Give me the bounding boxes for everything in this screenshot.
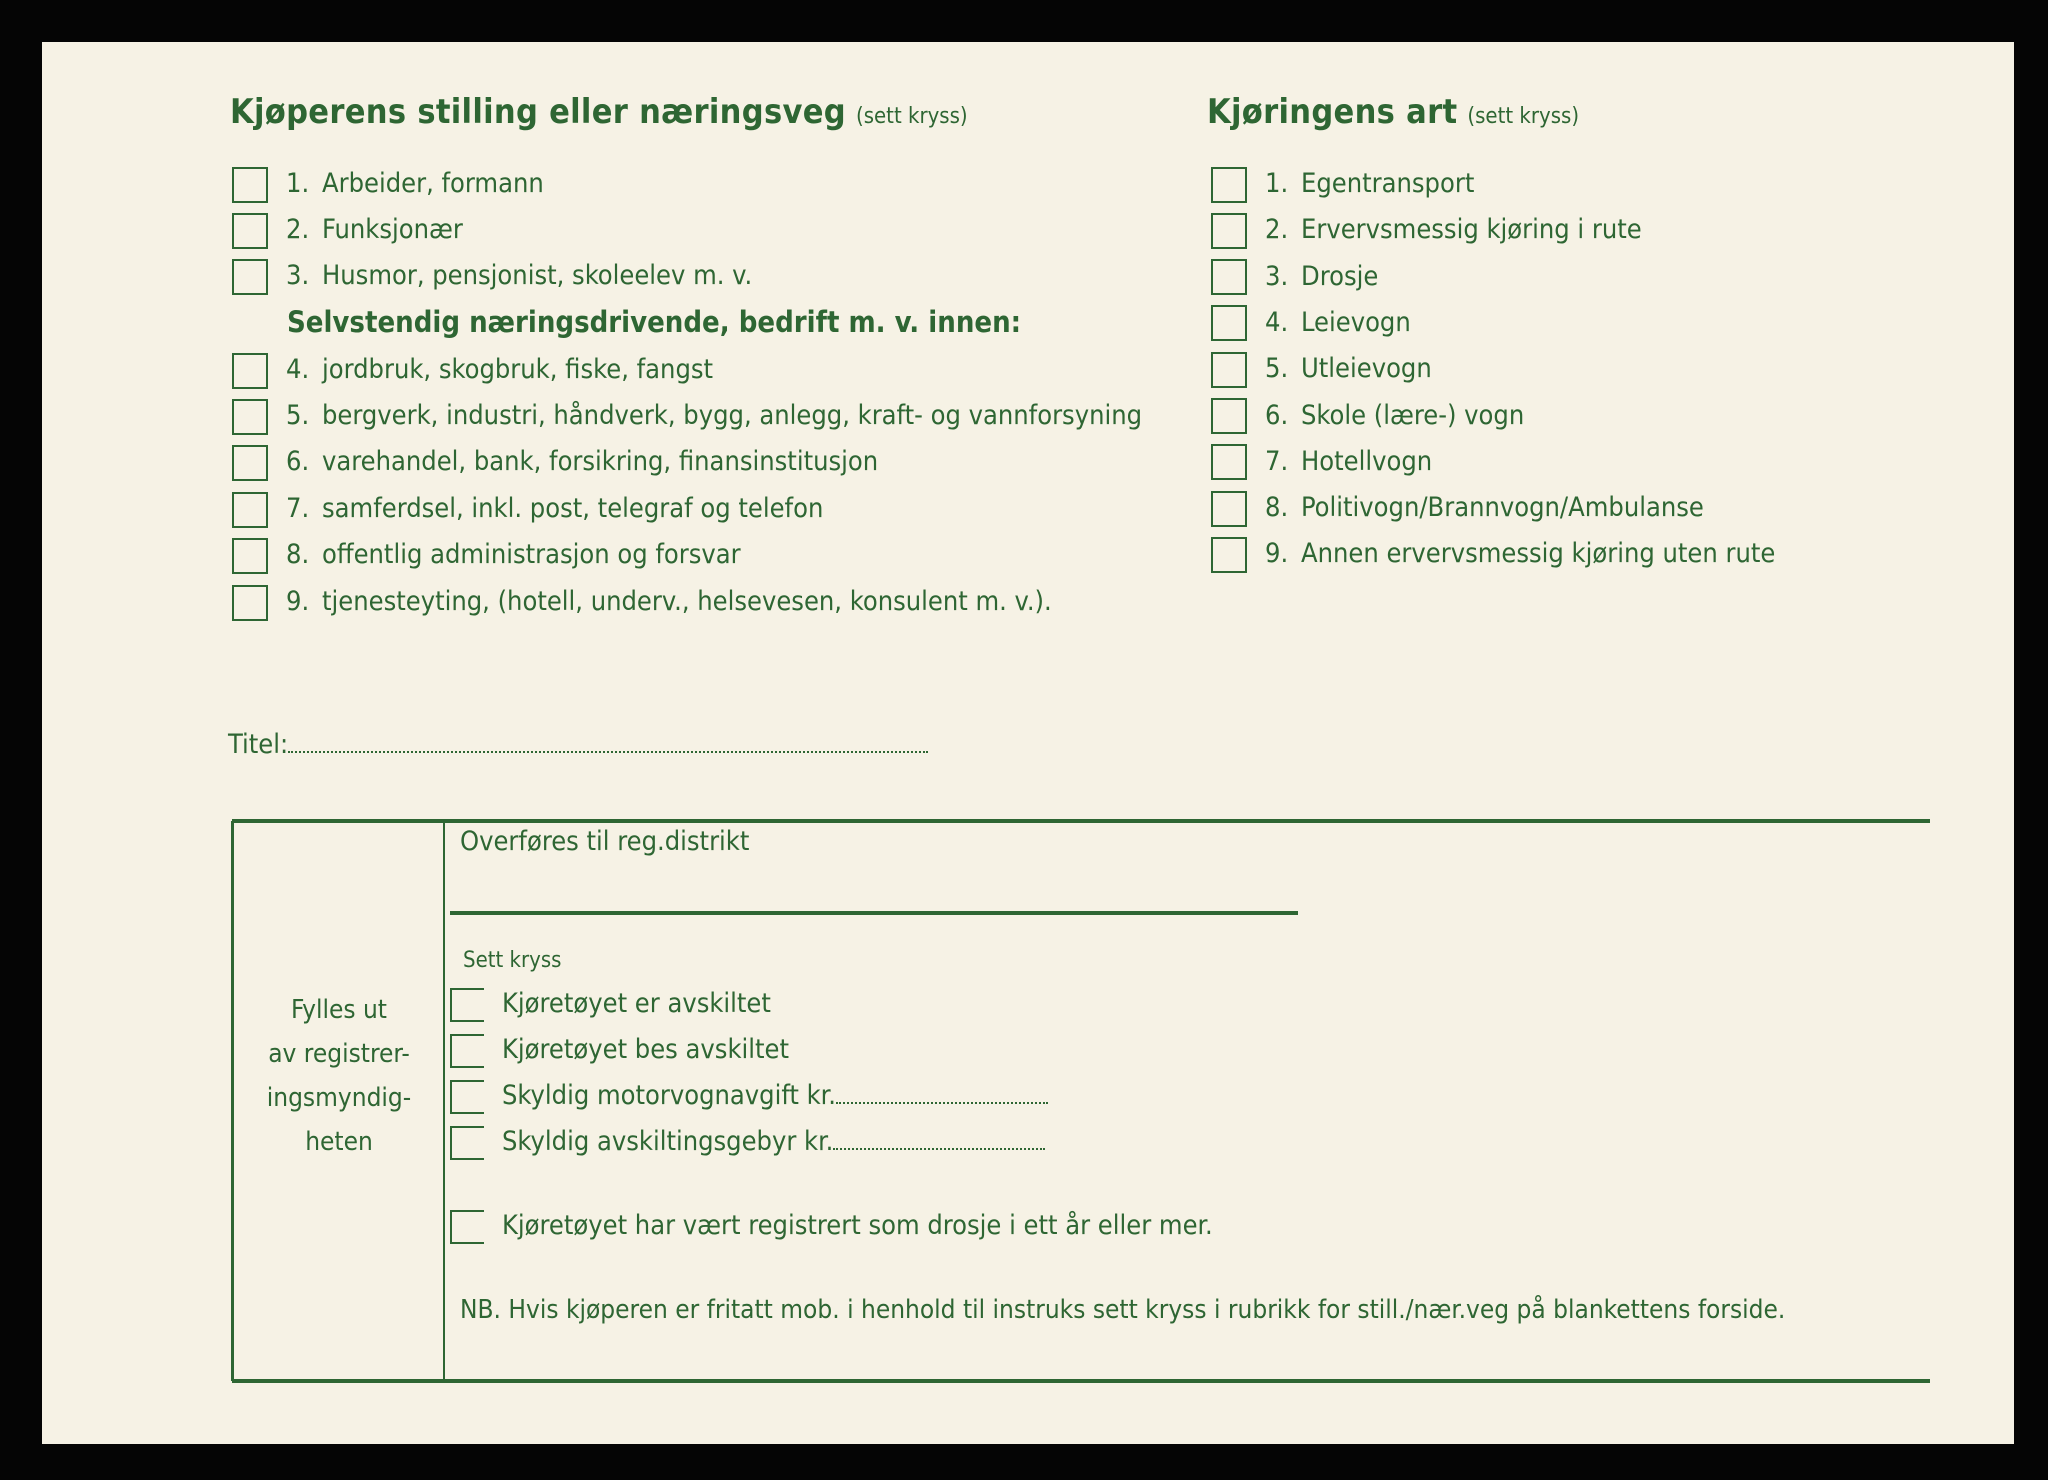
item-label: Arbeider, formann (322, 168, 544, 199)
checkbox-row[interactable] (232, 491, 823, 527)
box-bottom-rule (232, 1379, 1930, 1383)
item-number: 6. (1265, 399, 1289, 431)
item-label: Kjøretøyet bes avskiltet (502, 1034, 790, 1065)
checkbox-row[interactable] (450, 1078, 1048, 1114)
checkbox-row[interactable] (232, 398, 1142, 434)
checkbox[interactable] (450, 1126, 484, 1160)
checkbox[interactable] (450, 1034, 484, 1068)
checkbox[interactable] (450, 1210, 484, 1244)
checkbox[interactable] (1211, 491, 1247, 527)
item-number: 5. (286, 400, 310, 431)
item-number: 3. (286, 260, 310, 291)
checkbox[interactable] (232, 538, 268, 574)
item-label: Kjøretøyet er avskiltet (502, 988, 771, 1019)
box-left-rule (231, 821, 234, 1381)
item-number: 8. (286, 539, 310, 570)
item-label: Funksjonær (322, 214, 463, 245)
item-label: bergverk, industri, håndverk, bygg, anlegg, kraft- og vannforsyning (322, 400, 1143, 431)
checkbox-row[interactable] (232, 166, 544, 202)
item-number: 6. (286, 446, 310, 477)
sett-kryss-label: Sett kryss (463, 948, 562, 973)
checkbox-row[interactable] (232, 258, 752, 294)
item-label: Drosje (1301, 260, 1379, 292)
checkbox[interactable] (1211, 167, 1247, 203)
side-label-line: Fylles ut (291, 995, 387, 1025)
checkbox-row[interactable] (1211, 259, 1378, 295)
item-number: 9. (286, 586, 310, 617)
item-label: tjenesteyting, (hotell, underv., helsevesen, konsulent m. v.). (322, 586, 1052, 617)
checkbox-row[interactable] (1211, 305, 1411, 341)
self-employed-subheading: Selvstendig næringsdrivende, bedrift m. v. innen: (287, 305, 1022, 339)
checkbox[interactable] (1211, 352, 1247, 388)
heading-hint: (sett kryss) (855, 104, 968, 129)
side-label-line: av registrer- (268, 1039, 410, 1069)
side-label-line: ingsmyndig- (266, 1083, 412, 1113)
checkbox[interactable] (232, 213, 268, 249)
item-number: 7. (286, 493, 310, 524)
item-label: Annen ervervsmessig kjøring uten rute (1301, 538, 1776, 570)
item-label: Politivogn/Brannvogn/Ambulanse (1301, 492, 1704, 524)
nb-note: NB. Hvis kjøperen er fritatt mob. i henhold til instruks sett kryss i rubrikk for still./nær.veg på blankettens forside. (460, 1295, 1786, 1325)
checkbox-row[interactable] (450, 1032, 789, 1068)
checkbox[interactable] (1211, 444, 1247, 480)
item-label: Egentransport (1301, 168, 1475, 199)
heading-hint: (sett kryss) (1467, 104, 1580, 129)
checkbox-row[interactable] (232, 537, 741, 573)
checkbox-row[interactable] (232, 444, 878, 480)
checkbox[interactable] (1211, 537, 1247, 573)
title-field[interactable] (228, 727, 928, 763)
checkbox-row[interactable] (232, 212, 463, 248)
buyer-occupation-heading (230, 92, 968, 132)
transfer-label: Overføres til reg.distrikt (460, 826, 750, 857)
item-label: jordbruk, skogbruk, fiske, fangst (322, 354, 714, 385)
item-label: Utleievogn (1301, 353, 1432, 385)
item-label: varehandel, bank, forsikring, finansinstitusjon (322, 446, 879, 477)
checkbox-row[interactable] (232, 584, 1052, 620)
side-label-line: heten (305, 1127, 373, 1157)
item-number: 1. (286, 168, 310, 199)
amount-field[interactable] (833, 1130, 1045, 1150)
box-top-rule (232, 819, 1930, 823)
transfer-field-line[interactable] (450, 911, 1298, 915)
checkbox[interactable] (1211, 305, 1247, 341)
checkbox-row[interactable] (1211, 212, 1642, 248)
heading-text: Kjøringens art (1207, 92, 1458, 132)
item-number: 3. (1265, 260, 1289, 292)
item-number: 4. (286, 354, 310, 385)
item-number: 9. (1265, 538, 1289, 570)
checkbox[interactable] (232, 167, 268, 203)
item-label: Skyldig avskiltingsgebyr kr. (502, 1126, 834, 1157)
item-number: 7. (1265, 445, 1289, 477)
driving-type-heading (1207, 92, 1579, 132)
item-label: Leievogn (1301, 306, 1411, 338)
item-number: 4. (1265, 306, 1289, 338)
item-number: 2. (1265, 214, 1289, 246)
item-label: Ervervsmessig kjøring i rute (1301, 214, 1642, 246)
amount-field[interactable] (836, 1084, 1048, 1104)
checkbox[interactable] (1211, 398, 1247, 434)
authority-note (236, 988, 442, 1164)
title-label: Titel: (228, 729, 289, 760)
checkbox-row[interactable] (232, 352, 713, 388)
checkbox-row[interactable] (1211, 166, 1474, 202)
item-label: samferdsel, inkl. post, telegraf og telefon (322, 493, 824, 524)
item-number: 8. (1265, 492, 1289, 524)
item-number: 5. (1265, 353, 1289, 385)
check-label: Kjøretøyet har vært registrert som drosje i ett år eller mer. (502, 1210, 1213, 1241)
checkbox-row[interactable] (1211, 398, 1524, 434)
item-label: Husmor, pensjonist, skoleelev m. v. (322, 260, 753, 291)
checkbox-row[interactable] (1211, 490, 1704, 526)
checkbox[interactable] (232, 259, 268, 295)
checkbox[interactable] (232, 399, 268, 435)
item-label: Hotellvogn (1301, 445, 1433, 477)
item-label: Skole (lære-) vogn (1301, 399, 1525, 431)
checkbox[interactable] (450, 1080, 484, 1114)
item-number: 1. (1265, 168, 1289, 199)
checkbox-row[interactable] (450, 986, 771, 1022)
heading-text: Kjøperens stilling eller næringsveg (230, 92, 846, 132)
checkbox-row[interactable] (1211, 351, 1432, 387)
item-label: Skyldig motorvognavgift kr. (502, 1080, 836, 1111)
checkbox[interactable] (1211, 213, 1247, 249)
checkbox-row[interactable] (450, 1124, 1045, 1160)
checkbox[interactable] (232, 445, 268, 481)
item-label: offentlig administrasjon og forsvar (322, 539, 741, 570)
checkbox[interactable] (232, 585, 268, 621)
checkbox[interactable] (1211, 259, 1247, 295)
item-number: 2. (286, 214, 310, 245)
checkbox[interactable] (232, 492, 268, 528)
drosje-check-row[interactable] (450, 1208, 1213, 1244)
checkbox[interactable] (450, 988, 484, 1022)
checkbox[interactable] (232, 353, 268, 389)
box-divider (443, 821, 445, 1381)
checkbox-row[interactable] (1211, 444, 1432, 480)
checkbox-row[interactable] (1211, 536, 1775, 572)
